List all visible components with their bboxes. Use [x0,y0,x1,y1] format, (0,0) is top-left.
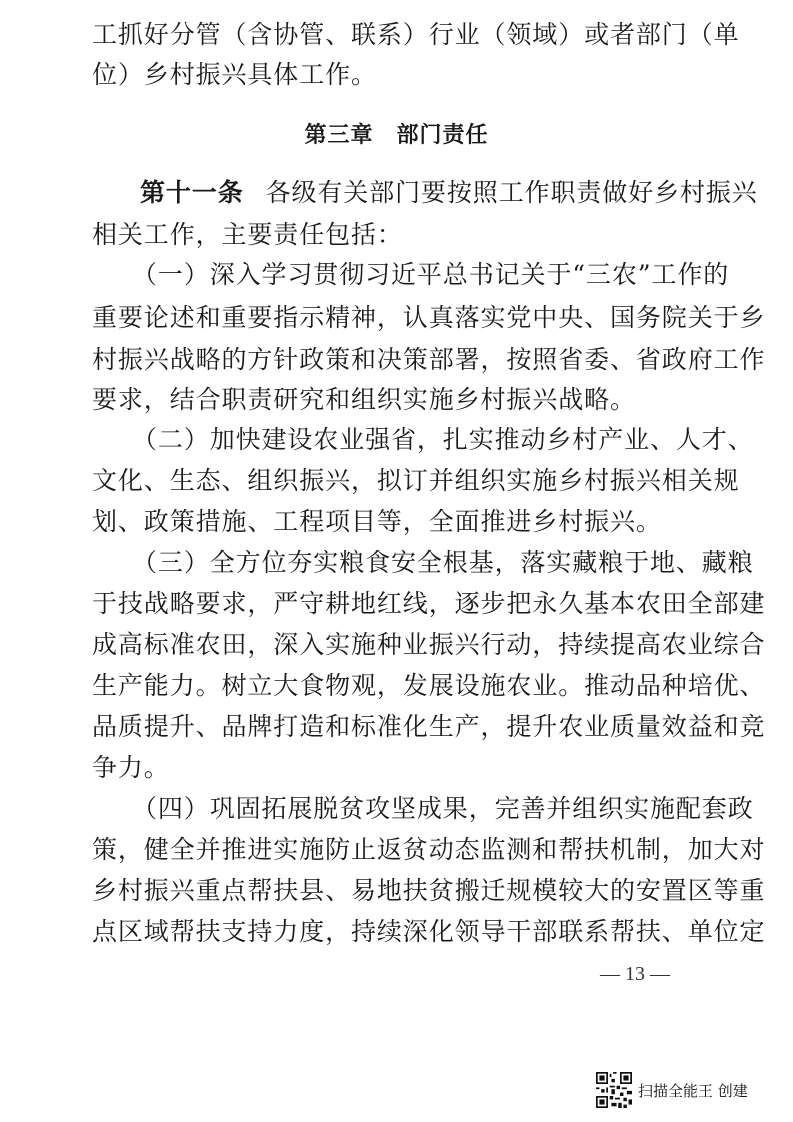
article-line [140,178,758,208]
text-line: （二）加快建设农业强省，扎实推动乡村产业、人才、 [132,425,754,454]
watermark-text: 扫描全能王 创建 [638,1081,748,1100]
text-line: 策，健全并推进实施防止返贫动态监测和帮扶机制，加大对 [92,835,766,864]
text-line: 文化、生态、组织振兴，拟订并组织实施乡村振兴相关规 [92,466,740,495]
text-line: 重要论述和重要指示精神，认真落实党中央、国务院关于乡 [92,303,766,332]
text-line: 工抓好分管（含协管、联系）行业（领域）或者部门（单 [92,20,740,49]
chapter-title: 第三章 部门责任 [304,123,489,148]
text-line: 品质提升、品牌打造和标准化生产，提升农业质量效益和竞 [92,712,766,741]
text-line: 点区域帮扶支持力度，持续深化领导干部联系帮扶、单位定 [92,917,766,946]
text-line: 生产能力。树立大食物观，发展设施农业。推动品种培优、 [92,671,766,700]
text-line: 成高标准农田，深入实施种业振兴行动，持续提高农业综合 [92,630,766,659]
text-line: 争力。 [92,753,170,782]
text-line: 划、政策措施、工程项目等，全面推进乡村振兴。 [92,507,662,536]
text-line: 于技战略要求，严守耕地红线，逐步把永久基本农田全部建 [92,589,766,618]
text-line: 要求，结合职责研究和组织实施乡村振兴战略。 [92,385,636,414]
text-line: 村振兴战略的方针政策和决策部署，按照省委、省政府工作 [92,345,766,374]
text-line: 乡村振兴重点帮扶县、易地扶贫搬迁规模较大的安置区等重 [92,876,766,905]
page-number: — 13 — [600,963,670,985]
text-line: （一）深入学习贯彻习近平总书记关于“三农”工作的 [132,260,730,289]
text-line: （三）全方位夯实粮食安全根基，落实藏粮于地、藏粮 [132,548,754,577]
qr-code-icon [596,1072,632,1108]
text-line: 位）乡村振兴具体工作。 [92,60,377,89]
scanner-watermark [596,1070,748,1110]
article-text: 各级有关部门要按照工作职责做好乡村振兴 [265,178,758,207]
text-line: 相关工作，主要责任包括： [92,220,403,249]
article-heading: 第十一条 [140,178,244,207]
text-line: （四）巩固拓展脱贫攻坚成果，完善并组织实施配套政 [132,794,754,823]
